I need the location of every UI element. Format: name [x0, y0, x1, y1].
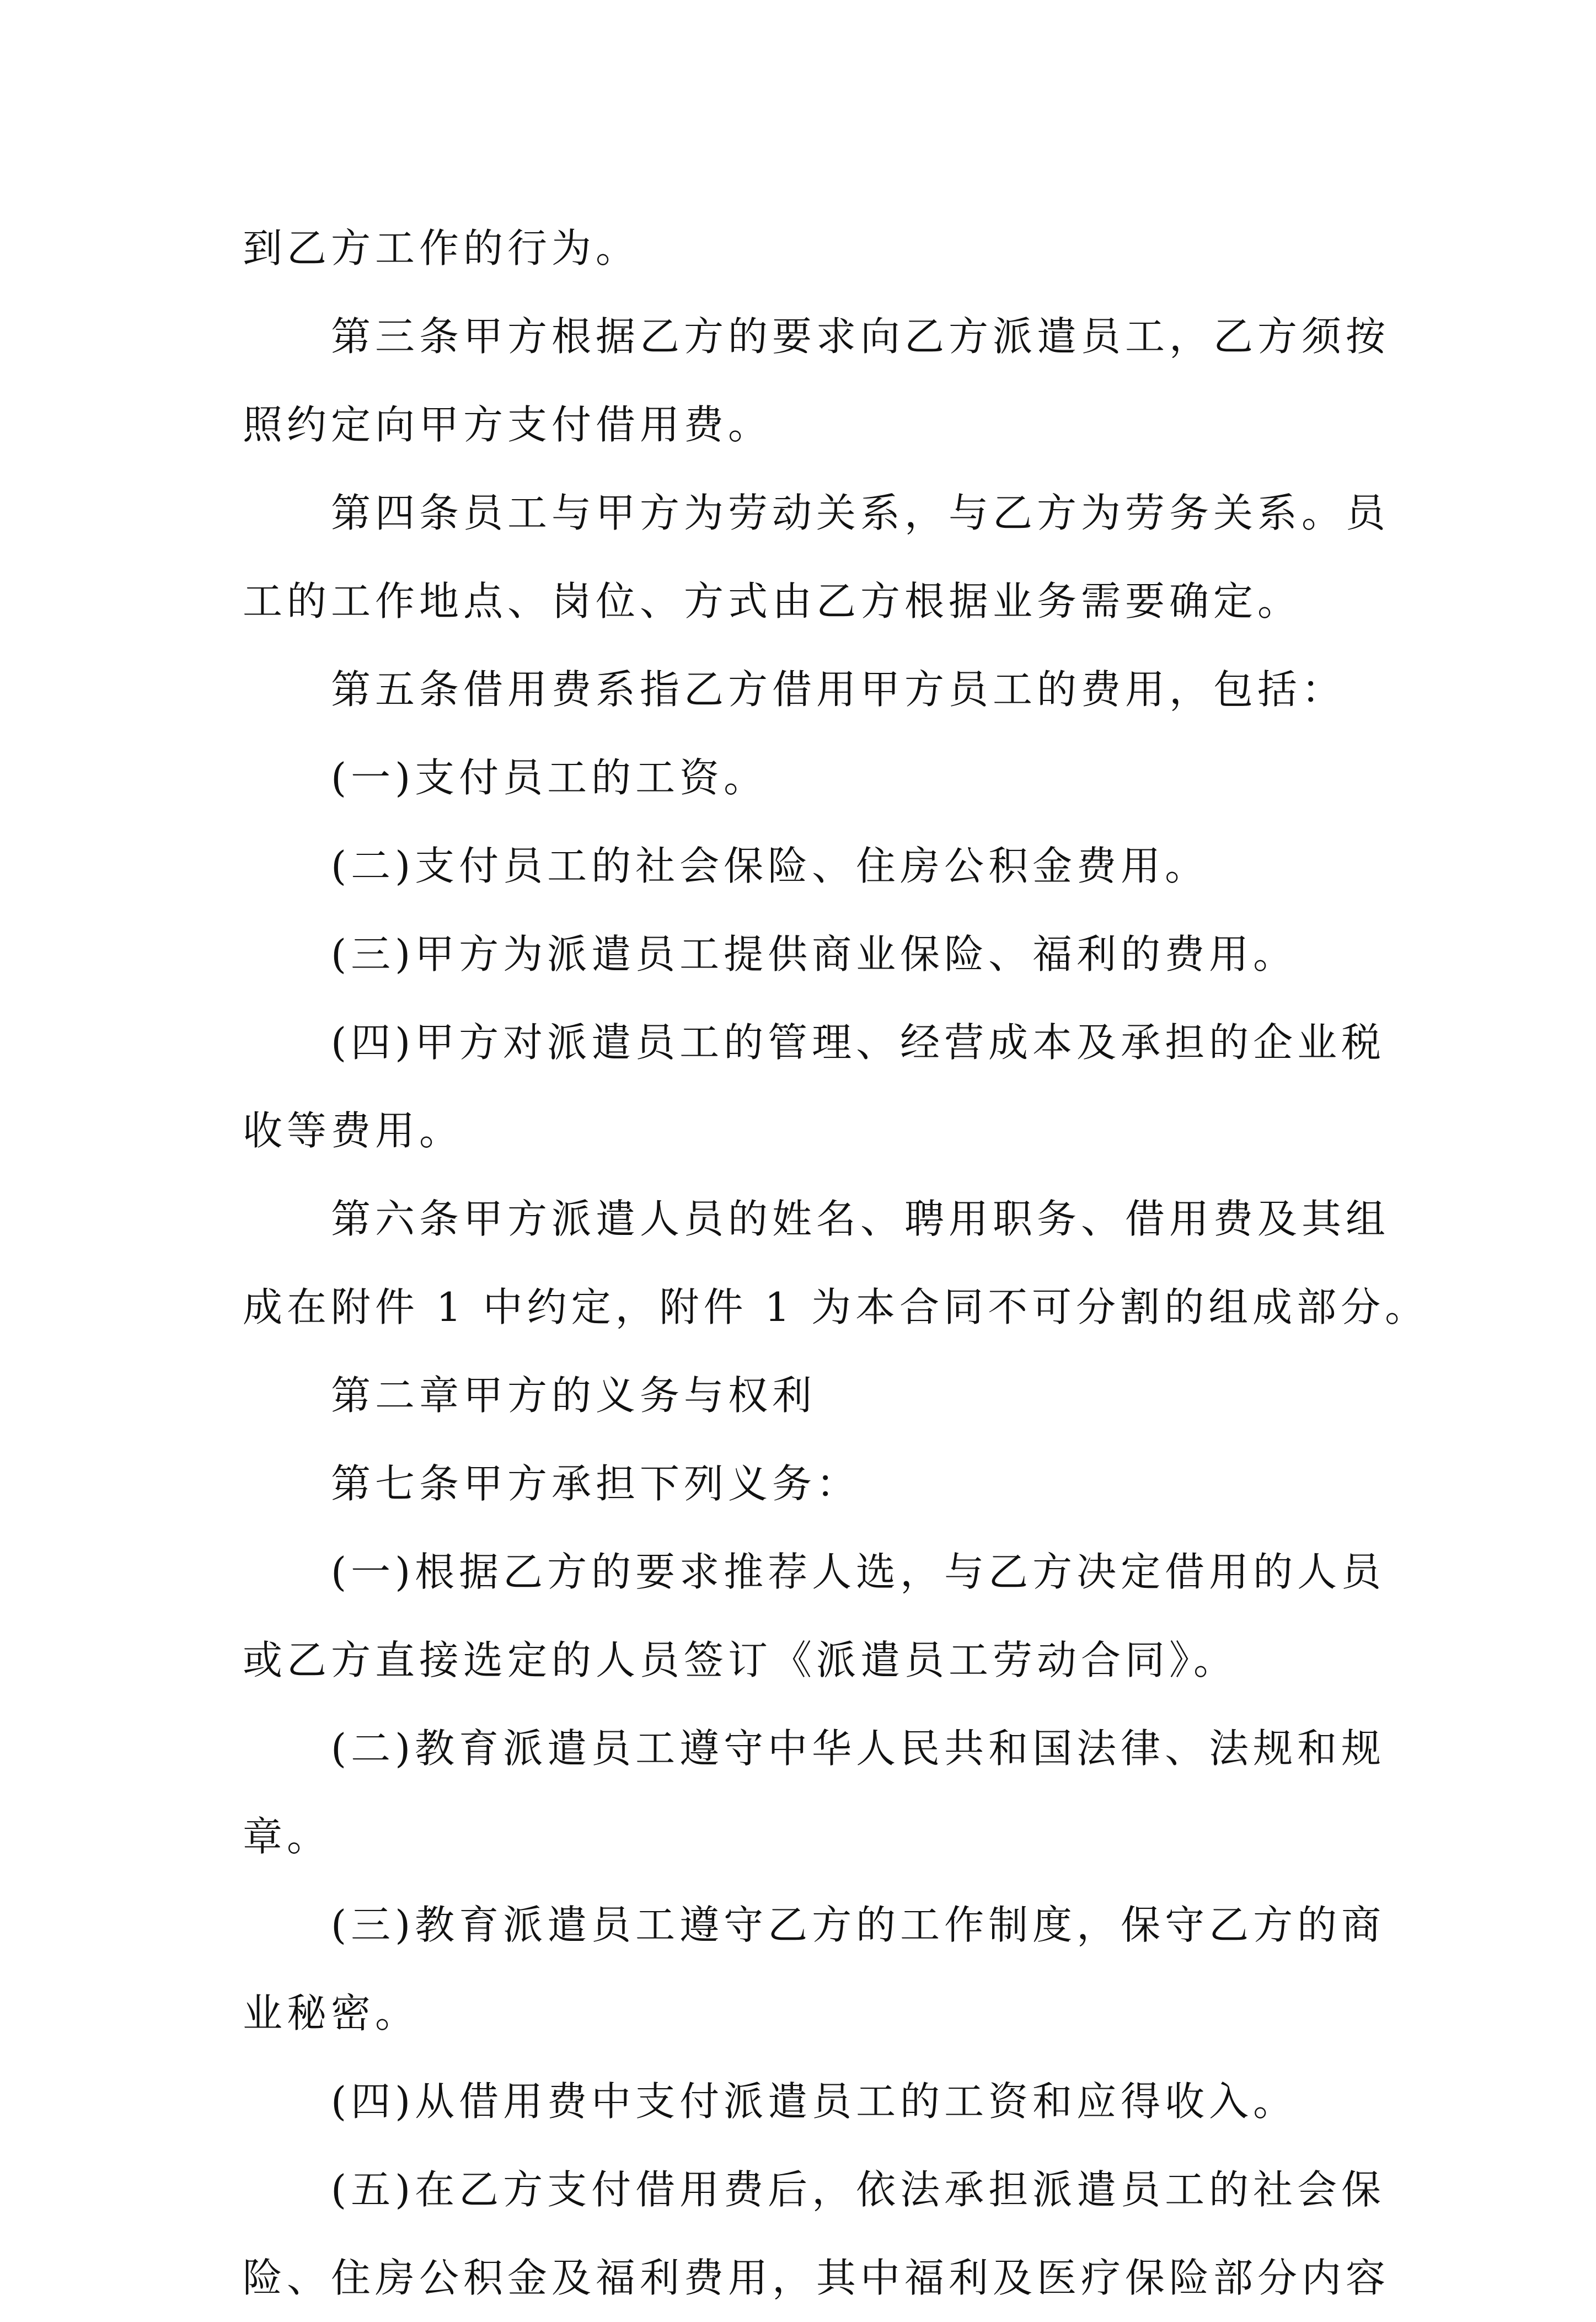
text-line: 第五条借用费系指乙方借用甲方员工的费用，包括： — [331, 666, 1346, 713]
text-line: 到乙方工作的行为。 — [243, 225, 640, 271]
chapter-heading: 第二章甲方的义务与权利 — [331, 1372, 817, 1419]
text-line: 业秘密。 — [243, 1990, 420, 2036]
document-body — [243, 204, 1429, 2322]
text-line: (三)甲方为派遣员工提供商业保险、福利的费用。 — [331, 931, 1298, 977]
text-line: 工的工作地点、岗位、方式由乙方根据业务需要确定。 — [243, 578, 1302, 624]
text-line: 第六条甲方派遣人员的姓名、聘用职务、借用费及其组 — [331, 1196, 1390, 1242]
text-line: (一)支付员工的工资。 — [331, 755, 768, 801]
text-line: 照约定向甲方支付借用费。 — [243, 402, 773, 448]
text-line: (二)教育派遣员工遵守中华人民共和国法律、法规和规 — [331, 1725, 1386, 1772]
text-line: 章。 — [243, 1813, 331, 1860]
text-line: 或乙方直接选定的人员签订《派遣员工劳动合同》。 — [243, 1637, 1238, 1683]
text-line: 成在附件 1 中约定，附件 1 为本合同不可分割的组成部分。 — [243, 1284, 1429, 1330]
text-line: (二)支付员工的社会保险、住房公积金费用。 — [331, 843, 1209, 889]
text-line: (四)从借用费中支付派遣员工的工资和应得收入。 — [331, 2078, 1298, 2125]
text-line: (一)根据乙方的要求推荐人选，与乙方决定借用的人员 — [331, 1549, 1386, 1595]
text-line: 险、住房公积金及福利费用，其中福利及医疗保险部分内容 — [243, 2255, 1390, 2301]
text-line: 收等费用。 — [243, 1108, 464, 1154]
text-line: 第四条员工与甲方为劳动关系，与乙方为劳务关系。员 — [331, 490, 1390, 536]
text-line: 第三条甲方根据乙方的要求向乙方派遣员工，乙方须按 — [331, 313, 1390, 360]
text-line: (四)甲方对派遣员工的管理、经营成本及承担的企业税 — [331, 1019, 1386, 1066]
text-line: 第七条甲方承担下列义务： — [331, 1460, 861, 1507]
text-line: (五)在乙方支付借用费后，依法承担派遣员工的社会保 — [331, 2166, 1386, 2213]
text-line: (三)教育派遣员工遵守乙方的工作制度，保守乙方的商 — [331, 1902, 1386, 1948]
